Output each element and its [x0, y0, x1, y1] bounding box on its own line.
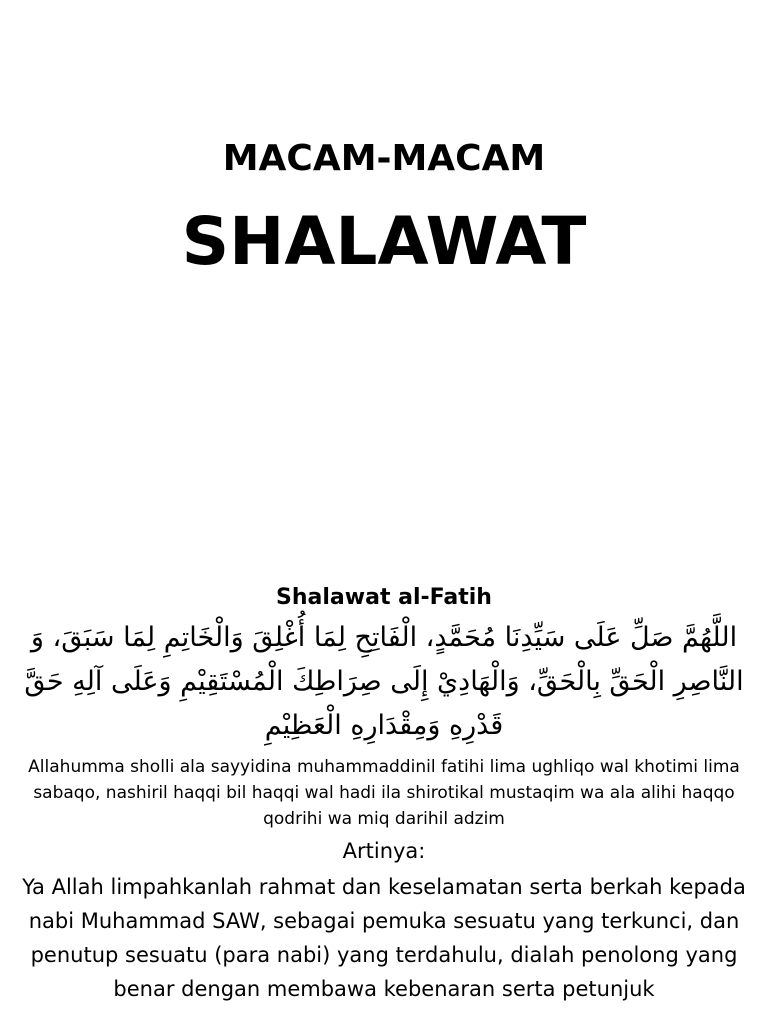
- slide-subtitle: MACAM-MACAM: [222, 138, 546, 179]
- artinya-label: Artinya:: [342, 839, 426, 863]
- arabic-text: اللَّهُمَّ صَلِّ عَلَى سَيِّدِنَا مُحَمَّدٍ، الْفَاتِحِ لِمَا أُغْلِقَ وَالْخَاتِمِ لِمَا سَبَقَ، وَ النَّاصِرِ الْحَقِّ بِالْحَقِّ، وَالْهَادِيْ إِلَى صِرَاطِكَ الْمُسْتَقِيْمِ وَعَلَى آلِهِ حَقَّ قَدْرِهِ وَمِقْدَارِهِ الْعَظِيْمِ: [24, 622, 744, 741]
- section-heading: Shalawat al-Fatih: [276, 585, 492, 610]
- latin-transliteration: Allahumma sholli ala sayyidina muhammaddinil fatihi lima ughliqo wal khotimi lima sabaqo, nashiril haqqi bil haqqi wal hadi ila shirotikal mustaqim wa ala alihi haqqo qodrihi wa miq darihil adzim: [28, 757, 740, 829]
- slide-title: SHALAWAT: [181, 203, 587, 280]
- translation-text: Ya Allah limpahkanlah rahmat dan keselamatan serta berkah kepada nabi Muhammad SAW, sebagai pemuka sesuatu yang terkunci, dan penutup sesuatu (para nabi) yang terdahulu, dialah penolong yang benar dengan membawa kebenaran serta petunjuk: [22, 875, 746, 1001]
- content-slide: [0, 580, 768, 1024]
